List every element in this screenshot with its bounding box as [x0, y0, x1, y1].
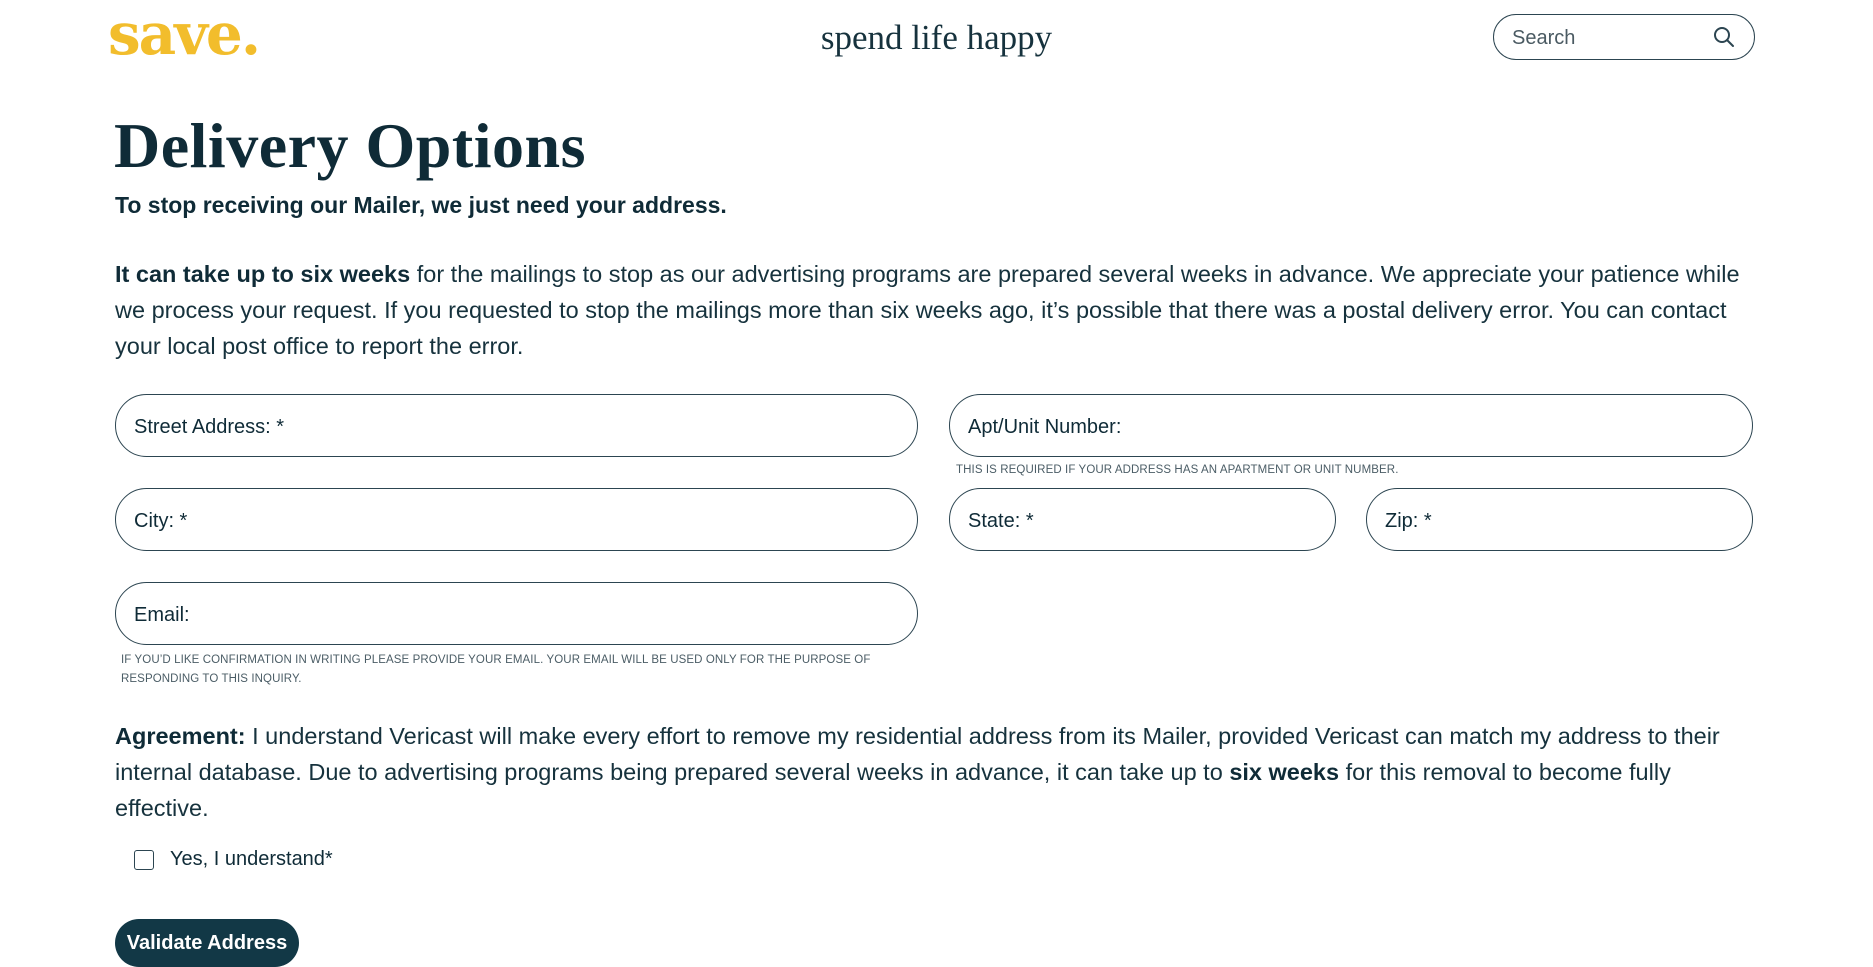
apt-input[interactable] [966, 409, 1736, 445]
agreement-paragraph [115, 718, 1765, 826]
zip-field[interactable] [1366, 488, 1753, 551]
street-input[interactable] [132, 409, 901, 445]
save-logo[interactable]: save. [108, 0, 260, 68]
validate-address-button[interactable]: Validate Address [115, 919, 299, 967]
search-box[interactable] [1493, 14, 1755, 60]
agreement-label: Agreement: [115, 723, 246, 749]
notice-bold: It can take up to six weeks [115, 261, 411, 287]
intro-text: To stop receiving our Mailer, we just need your address. [115, 192, 727, 218]
email-help-line-1: IF YOU’D LIKE CONFIRMATION IN WRITING PLEASE PROVIDE YOUR EMAIL. YOUR EMAIL WILL BE USED ONLY FOR THE PURPOSE OF [121, 654, 871, 666]
apt-help-text: THIS IS REQUIRED IF YOUR ADDRESS HAS AN APARTMENT OR UNIT NUMBER. [956, 464, 1399, 476]
city-field[interactable] [115, 488, 918, 551]
search-input[interactable] [1510, 23, 1704, 53]
agreement-checkbox-label[interactable]: Yes, I understand* [170, 848, 333, 870]
city-input[interactable] [132, 503, 901, 539]
notice-rest: for the mailings to stop as our advertising programs are prepared several weeks in advance. We appreciate your patience while we process your request. If you requested to stop the mailings more than six weeks ago, it’s possible that there was a postal delivery error. You can contact your local post office to report the error. [115, 261, 1740, 359]
email-input[interactable] [132, 597, 901, 633]
state-field[interactable] [949, 488, 1336, 551]
notice-paragraph [115, 256, 1755, 364]
apt-field[interactable] [949, 394, 1753, 457]
agreement-checkbox[interactable] [134, 850, 154, 870]
agreement-checkbox-row[interactable] [134, 848, 333, 871]
email-help-line-2: RESPONDING TO THIS INQUIRY. [121, 673, 302, 685]
tagline-text: spend life happy [820, 18, 1053, 57]
street-field[interactable] [115, 394, 918, 457]
agreement-bold: six weeks [1229, 759, 1340, 785]
email-field[interactable] [115, 582, 918, 645]
agreement-text-2: for this removal to become fully effective. [115, 759, 1671, 821]
state-input[interactable] [966, 503, 1319, 539]
search-icon[interactable] [1712, 25, 1736, 49]
agreement-text-1: I understand Vericast will make every effort to remove my residential address from its Mailer, provided Vericast can match my address to their internal database. Due to advertising programs being prepared several weeks in advance, it can take up to [115, 723, 1720, 785]
page-title: Delivery Options [114, 110, 586, 181]
zip-input[interactable] [1383, 503, 1736, 539]
